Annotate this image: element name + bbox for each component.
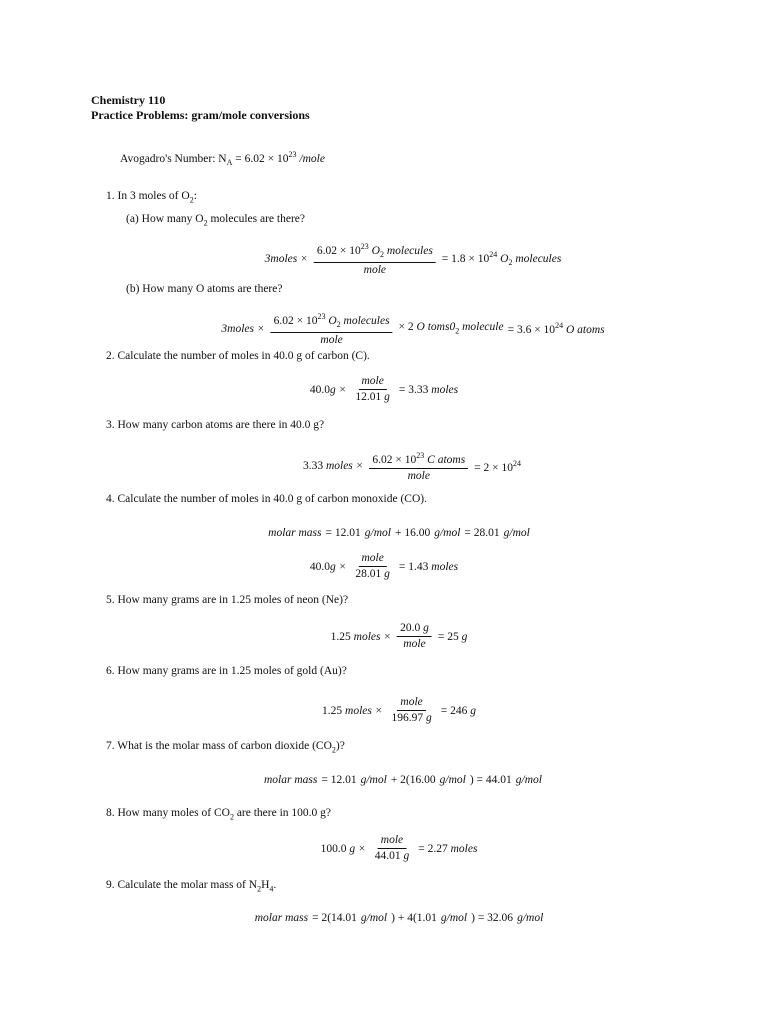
p1a-rhs (442, 250, 562, 267)
problem-9-question (106, 879, 276, 893)
problem-1b-question: (b) How many O atoms are there? (126, 283, 283, 295)
p6-den-unit: g (425, 712, 432, 724)
p5-lhs-val: 1.25 (330, 630, 351, 643)
p1b-num-unit-sub: 2 (336, 320, 341, 330)
p1-tail: : (193, 190, 197, 202)
p9-q-pre: 9. Calculate the molar mass of N (106, 879, 258, 891)
p7-q-sub: 2 (331, 745, 336, 755)
p1b-num-unit2: molecules (343, 314, 390, 327)
p5-den: mole (403, 638, 426, 650)
p3-den: mole (407, 469, 430, 482)
p2-denominator (352, 390, 393, 404)
p1a-rhs-unit2: molecules (515, 252, 562, 265)
avogadro-label: Avogadro's Number: N (120, 152, 227, 165)
p5-lhs (331, 631, 391, 643)
p1a-num-unit-sub: 2 (379, 250, 384, 260)
p3-lhs-val: 3.33 (302, 459, 324, 472)
p8-q-post: are there in 100.0 g? (233, 807, 332, 819)
problem-9-molar-mass (255, 912, 544, 924)
avogadro-unit: /mole (299, 152, 325, 165)
p1b-mid-unit2: molecule (462, 321, 504, 334)
p1a-den: mole (363, 264, 387, 277)
p2-num: mole (361, 375, 384, 387)
p5-fraction (397, 622, 432, 651)
p9-mm-u1: g/mol (360, 912, 388, 924)
p1a-num: 6.02 × 10 (316, 244, 361, 257)
p1b-num-unit: O (328, 314, 337, 327)
p8-den-unit: g (403, 850, 410, 862)
p3-rhs (474, 459, 521, 474)
p6-den: 196.97 (391, 712, 424, 724)
p6-fraction (388, 696, 434, 725)
p4-rhs (399, 561, 458, 573)
p8-q-sub: 2 (229, 812, 234, 822)
p1a-lhs: 3moles × (264, 252, 308, 265)
p4-mm-u3: g/mol (503, 527, 530, 539)
p1b-fraction (271, 310, 393, 347)
p1b-rhs-val: = 3.6 × 10 (507, 323, 556, 336)
p1a-q-sub: 2 (203, 218, 208, 228)
problem-8-question (106, 807, 331, 821)
p7-mm-eq2: + 2(16.00 (390, 774, 436, 786)
p4-rhs-unit: moles (431, 560, 459, 573)
p2-lhs-unit: g × (330, 383, 347, 396)
p4-mm-u2: g/mol (434, 527, 461, 539)
p1b-num: 6.02 × 10 (273, 314, 318, 327)
p5-rhs-unit: g (461, 630, 468, 643)
p1b-mid-val: × 2 (398, 321, 414, 334)
p5-numerator (397, 622, 432, 637)
p6-denominator (388, 711, 434, 725)
p7-mm-u1: g/mol (360, 774, 387, 786)
p3-rhs-exp: 24 (513, 458, 522, 468)
p1b-denominator (317, 333, 345, 347)
p2-den: 12.01 (355, 391, 382, 403)
page-subtitle: Practice Problems: gram/mole conversions (91, 108, 310, 122)
p8-rhs (418, 843, 477, 855)
problem-6-question: 6. How many grams are in 1.25 moles of gold (Au)? (106, 665, 347, 677)
p4-lhs-val: 40.0 (309, 560, 331, 573)
p6-lhs-unit: moles × (345, 704, 383, 717)
p9-mm-u2: g/mol (440, 912, 468, 924)
p4-den: 28.01 (355, 568, 382, 580)
p8-den: 44.01 (374, 850, 401, 862)
p7-mm-u3: g/mol (515, 774, 542, 786)
p3-rhs-val: = 2 × 10 (474, 461, 514, 474)
p5-rhs (438, 631, 468, 643)
p3-num: 6.02 × 10 (372, 453, 417, 466)
p4-mm-eq2: + 16.00 (394, 527, 431, 539)
p4-lhs (310, 561, 347, 573)
p7-mm-eq1: = 12.01 (321, 774, 357, 786)
p6-num: mole (400, 696, 423, 708)
p6-lhs-val: 1.25 (322, 704, 343, 717)
p1a-rhs-unit: O (500, 252, 509, 265)
p1b-num-exp: 23 (317, 312, 326, 321)
p3-numerator (369, 449, 468, 469)
p4-fraction (352, 552, 393, 581)
p1b-rhs (508, 321, 605, 336)
p1a-q-post: molecules are there? (207, 213, 305, 225)
problem-6-equation (322, 696, 476, 725)
p1a-rhs-unit-sub: 2 (508, 258, 513, 268)
problem-4-equation (310, 552, 458, 581)
p8-q-pre: 8. How many moles of CO (106, 807, 230, 819)
problem-2-question: 2. Calculate the number of moles in 40.0 g of carbon (C). (106, 350, 370, 362)
p9-mm-label: molar mass (254, 912, 309, 924)
p9-q-sub1: 2 (257, 884, 262, 894)
problem-1-question (106, 190, 197, 204)
problem-4-question: 4. Calculate the number of moles in 40.0 g of carbon monoxide (CO). (106, 493, 427, 505)
p9-mm-u3: g/mol (517, 912, 544, 924)
p1b-rhs-unit: O atoms (565, 323, 605, 336)
problem-1b-equation (221, 310, 604, 347)
problem-4-molar-mass (268, 527, 530, 539)
p4-den-unit: g (384, 568, 390, 580)
p5-rhs-val: = 25 (437, 630, 459, 643)
p1-sub: 2 (189, 195, 194, 205)
problem-3-question: 3. How many carbon atoms are there in 40.0 g? (106, 419, 325, 431)
p1b-den: mole (320, 334, 343, 347)
problem-5-equation (331, 622, 468, 651)
p1b-mid-unit: O toms0 (416, 321, 456, 334)
p6-rhs-unit: g (470, 704, 476, 717)
p5-num-unit: g (423, 622, 429, 634)
p2-fraction (352, 375, 393, 404)
avogadro-sub: A (226, 158, 233, 168)
p4-mm-eq1: = 12.01 (325, 527, 361, 539)
p4-mm-label: molar mass (268, 527, 322, 539)
p6-rhs-val: = 246 (440, 704, 468, 717)
problem-7-molar-mass (264, 774, 542, 786)
problem-7-question (106, 740, 345, 754)
p7-mm-eq3: ) = 44.01 (469, 774, 512, 786)
p6-rhs (441, 705, 476, 717)
p7-mm-label: molar mass (264, 774, 318, 786)
p3-lhs (303, 460, 363, 472)
p2-den-unit: g (384, 391, 390, 403)
p5-lhs-unit: moles × (353, 630, 392, 643)
p8-lhs (321, 843, 366, 855)
p8-numerator (378, 834, 406, 849)
p4-num: mole (361, 552, 384, 564)
p2-rhs-val: = 3.33 (398, 383, 429, 396)
p2-numerator (358, 375, 386, 390)
p1a-numerator (314, 240, 436, 263)
p4-mm-eq3: = 28.01 (464, 527, 500, 539)
p5-denominator (400, 637, 428, 651)
p8-fraction (372, 834, 413, 863)
p3-num-exp: 23 (416, 451, 425, 460)
p1a-num-exp: 23 (360, 242, 369, 251)
problem-5-question: 5. How many grams are in 1.25 moles of neon (Ne)? (106, 594, 349, 606)
p1b-mid (399, 321, 504, 335)
p6-lhs (322, 705, 382, 717)
p8-num: mole (380, 834, 404, 846)
avogadro-exp: 23 (288, 150, 297, 159)
p9-q-post: . (273, 879, 277, 891)
p8-lhs-unit: g × (349, 842, 366, 855)
p1a-num-unit: O (371, 244, 380, 257)
p8-denominator (372, 849, 413, 863)
p4-numerator (358, 552, 386, 567)
p9-q-sub2: 4 (269, 884, 274, 894)
p6-numerator (397, 696, 425, 711)
p1a-fraction (314, 240, 436, 277)
p4-lhs-unit: g × (330, 560, 347, 573)
p3-denominator (405, 469, 433, 483)
p4-denominator (352, 567, 393, 581)
p1a-num-unit2: molecules (386, 244, 433, 257)
p8-rhs-val: = 2.27 (418, 842, 448, 855)
p4-mm-u1: g/mol (364, 527, 391, 539)
p1b-lhs: 3moles × (221, 322, 265, 335)
p7-q-pre: 7. What is the molar mass of carbon dioxide (CO (106, 740, 332, 752)
p2-rhs-unit: moles (431, 383, 459, 396)
p9-mm-eq3: ) = 32.06 (471, 912, 514, 924)
p1b-numerator (271, 310, 393, 333)
p2-lhs-val: 40.0 (309, 383, 331, 396)
p1a-denominator (361, 263, 389, 277)
p5-num: 20.0 (400, 622, 421, 634)
p1b-rhs-exp: 24 (555, 321, 564, 331)
p1b-mid-unit-sub: 2 (455, 326, 460, 336)
p2-rhs (399, 384, 458, 396)
p3-lhs-unit: moles × (325, 459, 364, 472)
problem-3-equation (303, 449, 521, 483)
avogadro-value: = 6.02 × 10 (235, 152, 289, 165)
p9-q-mid: H (261, 879, 270, 891)
problem-1a-equation (265, 240, 562, 277)
problem-8-equation (321, 834, 478, 863)
p1a-rhs-val: = 1.8 × 10 (441, 252, 490, 265)
p8-lhs-val: 100.0 (320, 842, 347, 855)
p9-mm-eq2: ) + 4(1.01 (391, 912, 437, 924)
p4-rhs-val: = 1.43 (398, 560, 429, 573)
p1a-rhs-exp: 24 (489, 250, 498, 259)
p3-fraction (369, 449, 468, 483)
avogadro-line (120, 150, 325, 167)
p7-mm-u2: g/mol (439, 774, 466, 786)
p9-mm-eq1: = 2(14.01 (312, 912, 357, 924)
p2-lhs (310, 384, 347, 396)
p8-rhs-unit: moles (450, 842, 478, 855)
problem-2-equation (310, 375, 458, 404)
problem-1a-question (126, 213, 305, 227)
p1a-q-pre: (a) How many O (126, 213, 204, 225)
p7-q-post: )? (335, 740, 345, 752)
p1-label: 1. In 3 moles of O (106, 190, 190, 202)
p3-num-unit: C atoms (427, 453, 466, 466)
course-title: Chemistry 110 (91, 93, 166, 107)
